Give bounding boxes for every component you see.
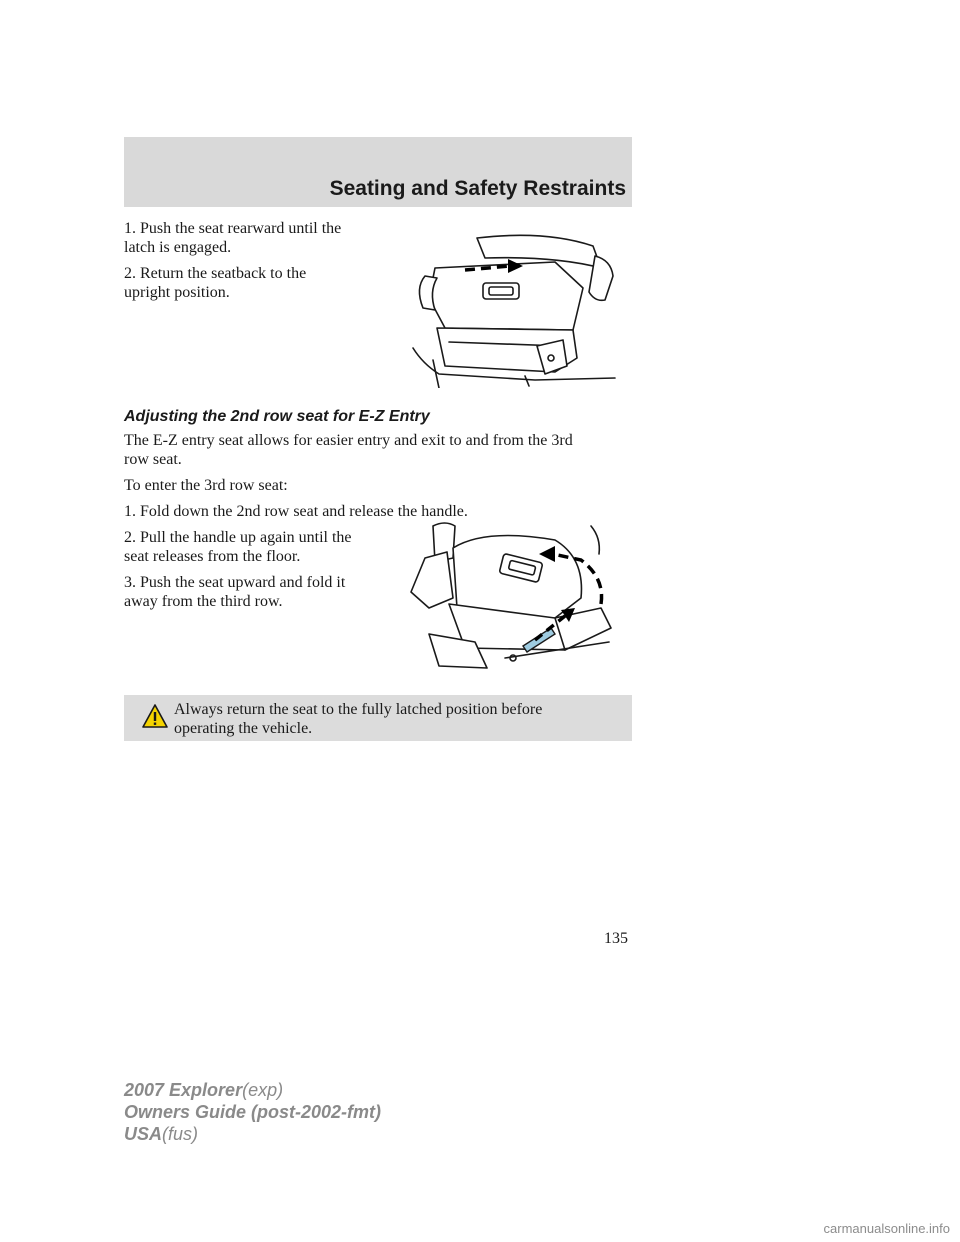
intro-line2: row seat. [124,451,182,468]
intro-line1: The E-Z entry seat allows for easier entry and exit to and from the 3rd [124,432,573,449]
page-number: 135 [604,930,628,947]
footer-guide: Owners Guide (post-2002-fmt) [124,1102,382,1122]
seat-fold-up-illustration [405,518,620,678]
step-a1-line1: 1. Push the seat rearward until the [124,220,342,237]
step-b3-line2: away from the third row. [124,593,283,610]
footer-market: USA [124,1124,163,1144]
step-b2-line1: 2. Pull the handle up again until the [124,529,352,546]
warning-line2: operating the vehicle. [174,720,313,737]
enter-label: To enter the 3rd row seat: [124,477,288,494]
step-a1-line2: latch is engaged. [124,239,232,256]
warning-triangle-icon [141,703,169,729]
warning-line1: Always return the seat to the fully latched position before [174,701,543,718]
footer-model-code: (exp) [242,1080,284,1100]
step-a2-line1: 2. Return the seatback to the [124,265,307,282]
footer-market-code: (fus) [162,1124,199,1144]
section-header-band [124,137,632,207]
warning-box [124,695,632,741]
document-footer [124,1079,381,1145]
step-b2-line2: seat releases from the floor. [124,548,301,565]
seat-rearward-illustration [405,228,620,388]
watermark: carmanualsonline.info [823,1221,950,1236]
step-a2-line2: upright position. [124,284,230,301]
footer-model: 2007 Explorer [124,1080,243,1100]
step-b3-line1: 3. Push the seat upward and fold it [124,574,346,591]
section-heading: Adjusting the 2nd row seat for E-Z Entry [124,408,430,425]
step-b1: 1. Fold down the 2nd row seat and release the handle. [124,503,468,520]
section-title: Seating and Safety Restraints [329,177,626,200]
